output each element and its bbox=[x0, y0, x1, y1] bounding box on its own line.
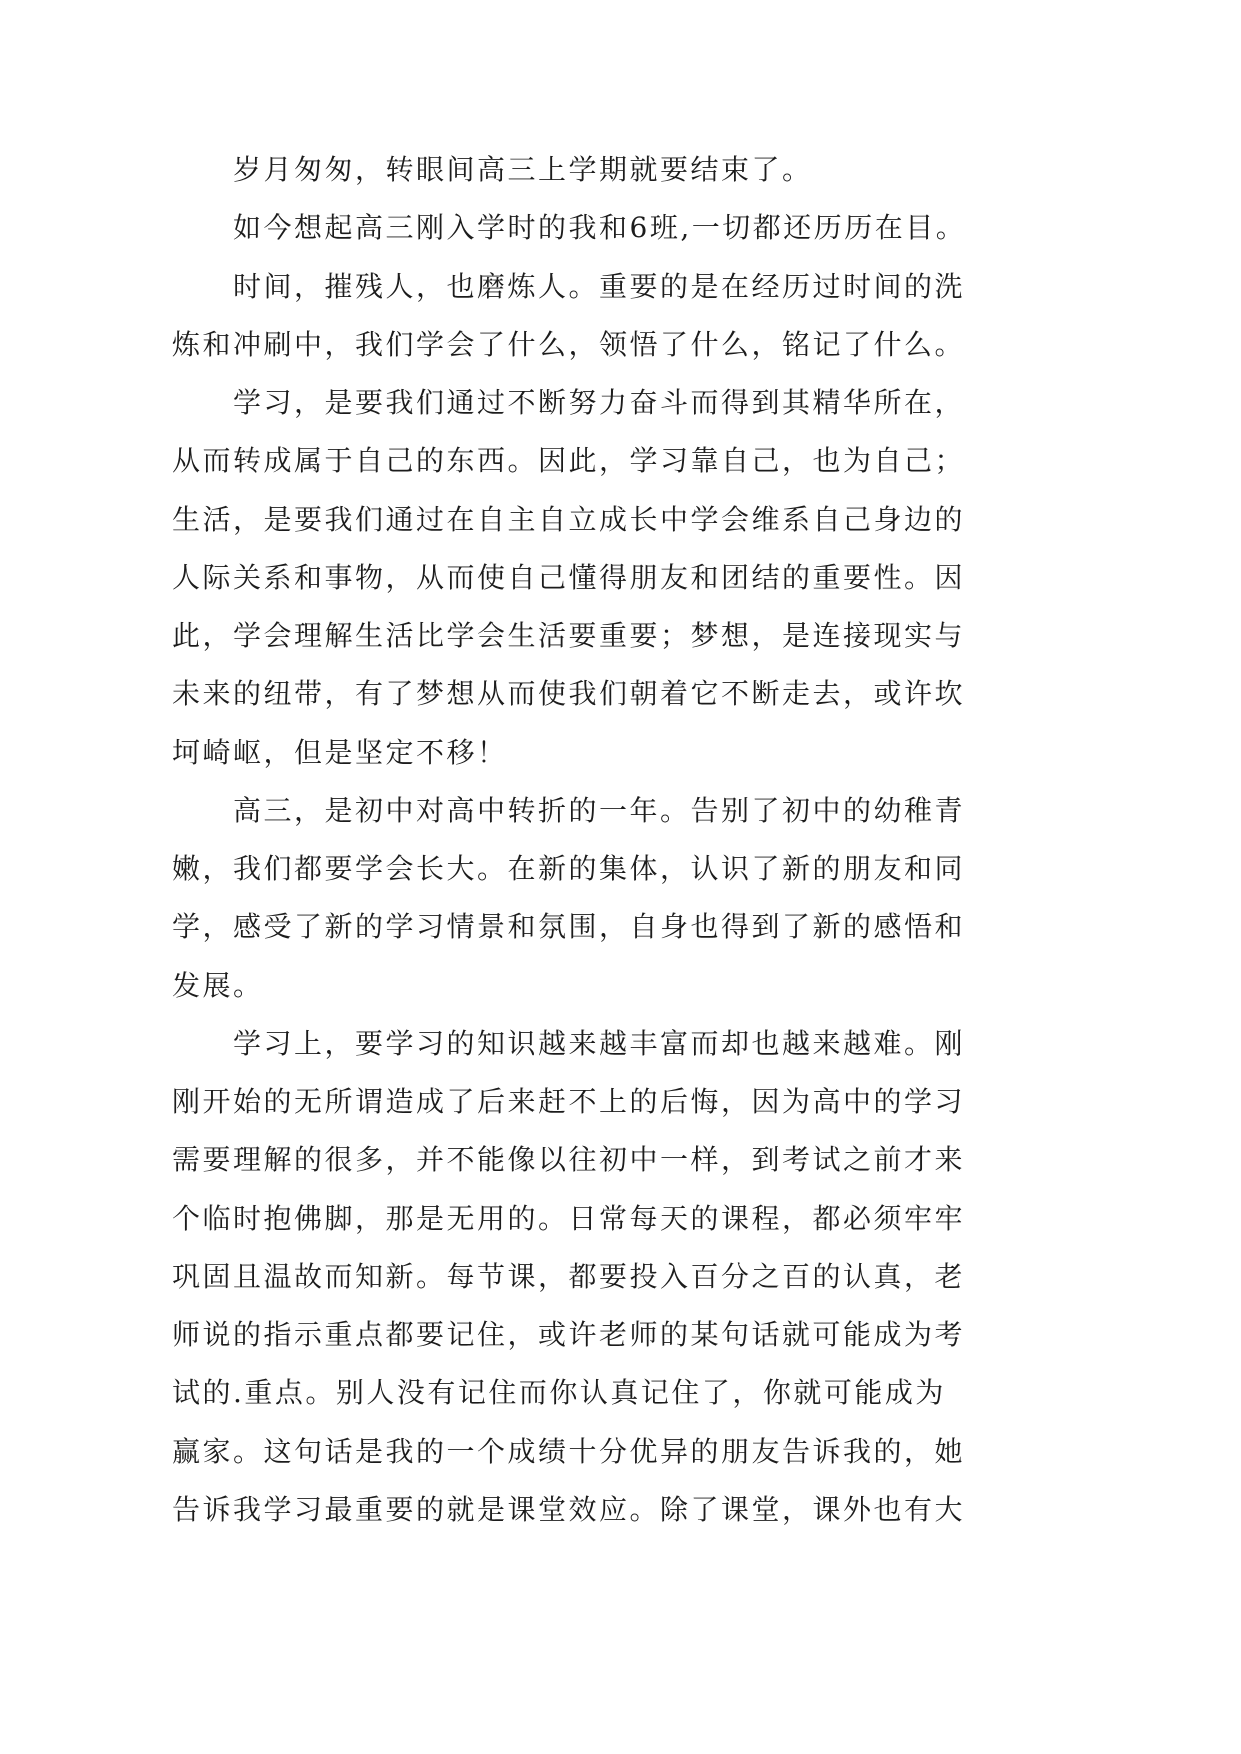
paragraph-3 bbox=[172, 258, 992, 375]
text-line: 从而转成属于自己的东西。因此，学习靠自己，也为自己； bbox=[172, 444, 966, 478]
text-line: 如今想起高三刚入学时的我和6班,一切都还历历在目。 bbox=[233, 211, 967, 245]
text-line: 告诉我学习最重要的就是课堂效应。除了课堂，课外也有大 bbox=[172, 1492, 966, 1526]
paragraph-6 bbox=[172, 1015, 992, 1539]
paragraph-5 bbox=[172, 782, 992, 1015]
text-line: 嫩，我们都要学会长大。在新的集体，认识了新的朋友和同 bbox=[172, 852, 966, 885]
text-line: 学习上，要学习的知识越来越丰富而却也越来越难。刚 bbox=[233, 1026, 966, 1060]
text-line: 此，学会理解生活比学会生活要重要；梦想，是连接现实与 bbox=[172, 619, 966, 652]
text-line: 炼和冲刷中，我们学会了什么，领悟了什么，铭记了什么。 bbox=[172, 327, 966, 361]
text-line: 师说的指示重点都要记住，或许老师的某句话就可能成为考 bbox=[172, 1318, 966, 1351]
text-line: 学，感受了新的学习情景和氛围，自身也得到了新的感悟和 bbox=[172, 910, 966, 944]
text-line: 坷崎岖，但是坚定不移！ bbox=[172, 735, 508, 769]
text-line: 需要理解的很多，并不能像以往初中一样，到考试之前才来 bbox=[172, 1143, 966, 1177]
text-line: 生活，是要我们通过在自主自立成长中学会维系自己身边的 bbox=[172, 502, 966, 536]
text-line: 巩固且温故而知新。每节课，都要投入百分之百的认真，老 bbox=[172, 1259, 966, 1293]
text-line: 试的.重点。别人没有记住而你认真记住了，你就可能成为 bbox=[172, 1376, 946, 1410]
paragraph-2 bbox=[172, 199, 992, 257]
text-line: 赢家。这句话是我的一个成绩十分优异的朋友告诉我的，她 bbox=[172, 1434, 966, 1468]
paragraph-1 bbox=[172, 141, 992, 199]
text-line: 刚开始的无所谓造成了后来赶不上的后悔，因为高中的学习 bbox=[172, 1085, 966, 1118]
text-line: 未来的纽带，有了梦想从而使我们朝着它不断走去，或许坎 bbox=[172, 677, 966, 711]
text-line: 时间，摧残人，也磨炼人。重要的是在经历过时间的洗 bbox=[233, 269, 966, 303]
text-line: 个临时抱佛脚，那是无用的。日常每天的课程，都必须牢牢 bbox=[172, 1201, 966, 1235]
text-line: 学习，是要我们通过不断努力奋斗而得到其精华所在， bbox=[233, 386, 966, 419]
paragraph-4 bbox=[172, 374, 992, 782]
text-line: 发展。 bbox=[172, 968, 264, 1002]
body-text bbox=[172, 141, 992, 1539]
text-line: 高三，是初中对高中转折的一年。告别了初中的幼稚青 bbox=[233, 793, 966, 827]
text-line: 岁月匆匆，转眼间高三上学期就要结束了。 bbox=[233, 153, 813, 186]
text-line: 人际关系和事物，从而使自己懂得朋友和团结的重要性。因 bbox=[172, 560, 966, 594]
